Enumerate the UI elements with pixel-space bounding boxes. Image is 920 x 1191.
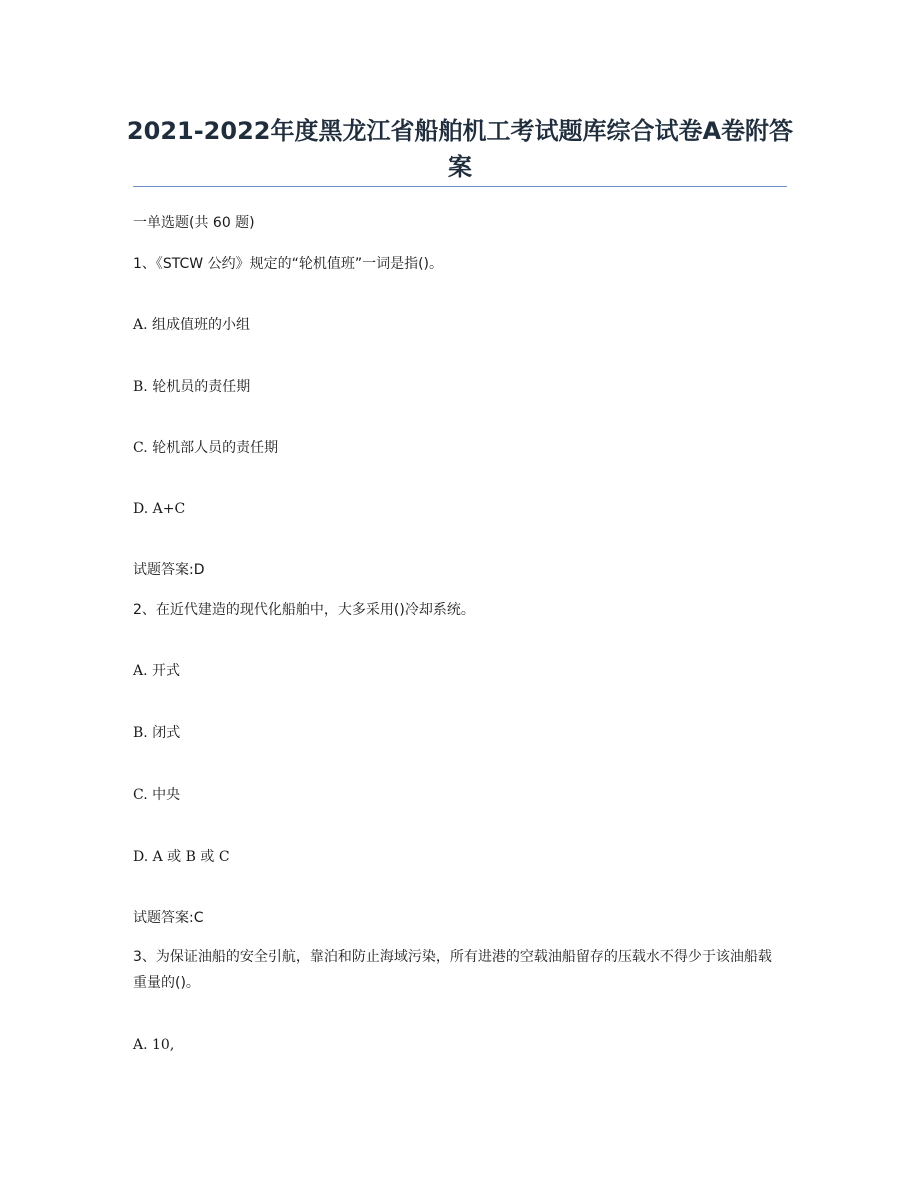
question-2-option-c: C. 中央: [133, 787, 181, 803]
question-2-text: 2、在近代建造的现代化船舶中，大多采用()冷却系统。: [133, 602, 475, 618]
section-heading: 一单选题(共 60 题): [133, 215, 255, 231]
question-1-option-c: C. 轮机部人员的责任期: [133, 440, 279, 456]
document-title: 2021-2022年度黑龙江省船舶机工考试题库综合试卷A卷附答案: [126, 117, 794, 181]
question-1-option-b: B. 轮机员的责任期: [133, 379, 251, 395]
question-2-option-b: B. 闭式: [133, 725, 181, 741]
question-1-option-a: A. 组成值班的小组: [133, 317, 251, 333]
title-divider: [133, 186, 787, 187]
question-1-text: 1、《STCW 公约》规定的“轮机值班”一词是指()。: [133, 256, 444, 272]
question-2-answer: 试题答案:C: [133, 910, 204, 926]
question-3-option-a: A. 10,: [133, 1037, 175, 1053]
question-3-text: 3、为保证油船的安全引航，靠泊和防止海域污染，所有进港的空载油船留存的压载水不得少于该油船载重量的()。: [133, 949, 772, 991]
question-2-option-a: A. 开式: [133, 663, 181, 679]
question-1-option-d: D. A+C: [133, 501, 186, 517]
question-2-option-d: D. A 或 B 或 C: [133, 849, 230, 865]
question-1-answer: 试题答案:D: [133, 562, 205, 578]
